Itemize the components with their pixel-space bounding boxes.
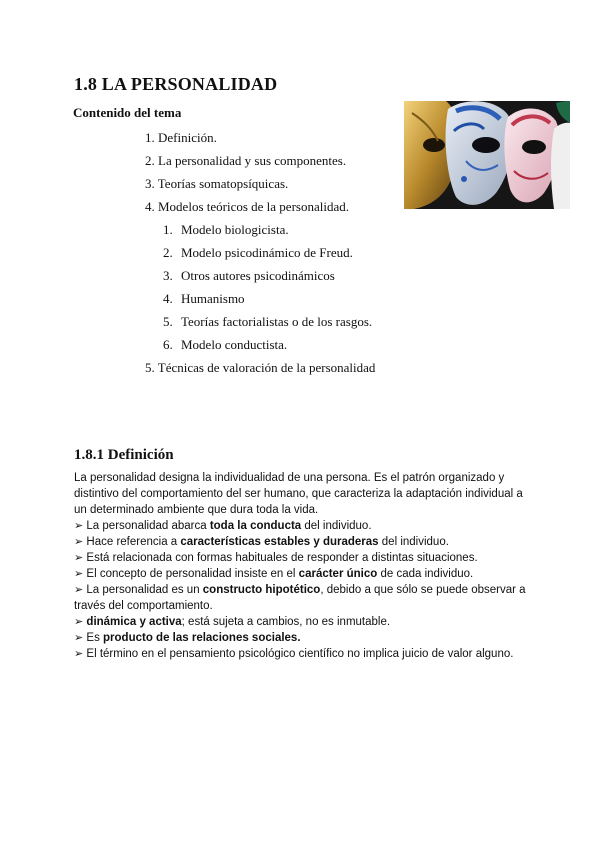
bullet-text: ; está sujeta a cambios, no es inmutable. [181, 616, 391, 628]
toc-heading: Contenido del tema [73, 105, 182, 120]
bullet-text: La personalidad abarca [83, 520, 210, 532]
bullet-emphasis: carácter único [298, 568, 378, 580]
bullet-item [74, 630, 534, 646]
bullet-emphasis: dinámica y activa [86, 616, 182, 628]
bullet-text: Hace referencia a [83, 536, 181, 548]
arrow-bullet-icon: ➢ [74, 615, 84, 628]
bullet-emphasis: constructo hipotético [202, 584, 321, 596]
arrow-bullet-icon: ➢ [74, 519, 84, 532]
arrow-bullet-icon: ➢ [74, 583, 84, 596]
section-body [74, 470, 534, 662]
bullet-item [74, 534, 534, 550]
arrow-bullet-icon: ➢ [74, 551, 84, 564]
bullet-text: Está relacionada con formas habituales de responder a distintas situaciones. [83, 552, 478, 564]
toc-item: 1. Definición. [145, 130, 217, 145]
arrow-bullet-icon: ➢ [74, 647, 84, 660]
bullet-emphasis: toda la conducta [209, 520, 302, 532]
venetian-masks-icon [404, 101, 570, 209]
bullet-item [74, 582, 534, 614]
bullet-item [74, 566, 534, 582]
bullet-list [74, 518, 534, 662]
page-title: 1.8 LA PERSONALIDAD [74, 74, 278, 94]
bullet-text: La personalidad es un [83, 584, 203, 596]
section-heading: 1.8.1 Definición [74, 447, 174, 463]
toc-subitem: 3. Otros autores psicodinámicos [163, 268, 335, 283]
bullet-text: de cada individuo. [377, 568, 474, 580]
toc-subitem: 1. Modelo biologicista. [163, 222, 289, 237]
toc-item: 5. Técnicas de valoración de la personalidad [145, 360, 376, 375]
bullet-emphasis: producto de las relaciones sociales. [103, 632, 301, 644]
bullet-text: del individuo. [301, 520, 372, 532]
bullet-item [74, 646, 534, 662]
arrow-bullet-icon: ➢ [74, 535, 84, 548]
bullet-item [74, 614, 534, 630]
arrow-bullet-icon: ➢ [74, 631, 84, 644]
table-of-contents [145, 126, 415, 379]
toc-subitem: 6. Modelo conductista. [163, 337, 288, 352]
arrow-bullet-icon: ➢ [74, 567, 84, 580]
toc-subitem: 5. Teorías factorialistas o de los rasgos. [163, 314, 373, 329]
bullet-item [74, 518, 534, 534]
toc-item: 2. La personalidad y sus componentes. [145, 153, 347, 168]
toc-item: 4. Modelos teóricos de la personalidad. [145, 199, 349, 214]
intro-paragraph: La personalidad designa la individualidad de una persona. Es el patrón organizado y distintivo del comportamiento del ser humano, que caracteriza la adaptación individual a un determinado ambiente que dura toda la vida. [74, 472, 523, 516]
bullet-text: El término en el pensamiento psicológico científico no implica juicio de valor alguno. [83, 648, 514, 660]
bullet-text: del individuo. [378, 536, 449, 548]
bullet-text: , debido a que sólo se puede observar a través del comportamiento. [74, 584, 526, 612]
toc-subitem: 2. Modelo psicodinámico de Freud. [163, 245, 353, 260]
bullet-text: El concepto de personalidad insiste en el [83, 568, 299, 580]
toc-item: 3. Teorías somatopsíquicas. [145, 176, 289, 191]
bullet-text: Es [83, 632, 104, 644]
bullet-emphasis: características estables y duraderas [180, 536, 379, 548]
bullet-item [74, 550, 534, 566]
toc-subitem: 4. Humanismo [163, 291, 245, 306]
